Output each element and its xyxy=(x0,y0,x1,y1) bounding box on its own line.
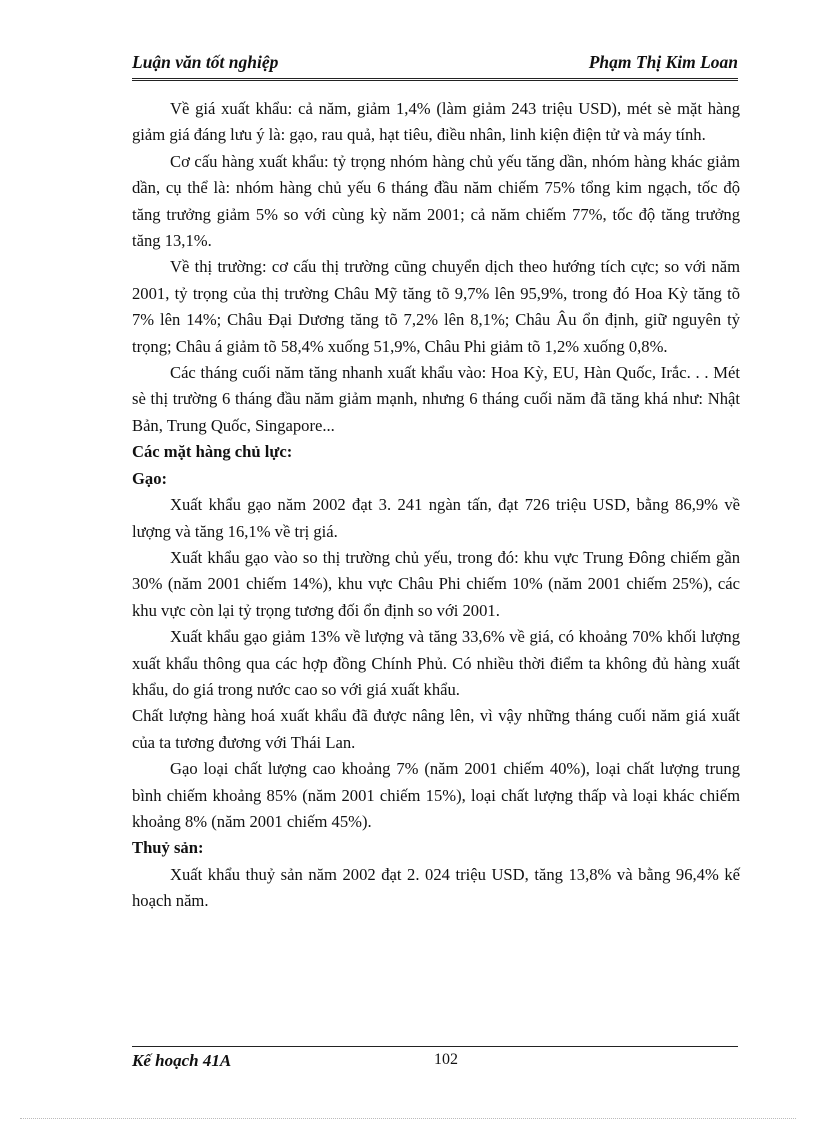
page-header xyxy=(132,48,738,81)
paragraph-markets: Về thị trường: cơ cấu thị trường cũng chuyển dịch theo hướng tích cực; so với năm 2001, tỷ trọng của thị trường Châu Mỹ tăng tõ 9,7% lên 95,9%, trong đó Hoa Kỳ tăng tõ 7% lên 14%; Châu Đại Dương tăng tõ 7,2% lên 8,1%; Châu Âu ổn định, giữ nguyên tỷ trọng; Châu á giảm tõ 58,4% xuống 51,9%, Châu Phi giảm tõ 1,2% xuống 0,8%. xyxy=(132,257,740,356)
page-footer xyxy=(132,1046,738,1077)
paragraph-late-year-markets: Các tháng cuối năm tăng nhanh xuất khẩu vào: Hoa Kỳ, EU, Hàn Quốc, Irắc. . . Mét sè thị trường 6 tháng đầu năm giảm mạnh, nhưng 6 tháng cuối năm đã tăng khá như: Nhật Bản, Trung Quốc, Singapore... xyxy=(132,363,740,435)
document-body xyxy=(132,96,740,915)
header-thesis-title: Luận văn tốt nghiệp xyxy=(132,52,279,72)
paragraph-rice-markets: Xuất khẩu gạo vào so thị trường chủ yếu, trong đó: khu vực Trung Đông chiếm gần 30% (năm 2001 chiếm 14%), khu vực Châu Phi chiếm 10% (năm 2001 chiếm 25%), các khu vực còn lại tỷ trọng tương đối ổn định so với 2001. xyxy=(132,547,740,620)
heading-seafood: Thuỷ sản: xyxy=(132,838,204,858)
paragraph-rice-price: Xuất khẩu gạo giảm 13% về lượng và tăng 33,6% về giá, có khoảng 70% khối lượng xuất khẩu thông qua các hợp đồng Chính Phủ. Có nhiều thời điểm ta không đủ hàng xuất khẩu, do giá trong nước cao so với giá xuất khẩu. xyxy=(132,627,740,699)
paragraph-export-structure: Cơ cấu hàng xuất khẩu: tỷ trọng nhóm hàng chủ yếu tăng dần, nhóm hàng khác giảm dần, cụ thể là: nhóm hàng chủ yếu 6 tháng đầu năm chiếm 75% tổng kim ngạch, tốc độ tăng trưởng giảm 5% so với cùng kỳ năm 2001; cả năm chiếm 77%, tốc độ tăng trưởng tăng 13,1%. xyxy=(132,151,740,251)
page-number: 102 xyxy=(434,1051,458,1068)
heading-key-products: Các mặt hàng chủ lực: xyxy=(132,442,293,462)
paragraph-rice-grades: Gạo loại chất lượng cao khoảng 7% (năm 2001 chiếm 40%), loại chất lượng trung bình chiếm khoảng 85% (năm 2001 chiếm 15%), loại chất lượng thấp và loại khác chiếm khoảng 8% (năm 2001 chiếm 45%). xyxy=(132,759,740,831)
page-bottom-divider xyxy=(20,1118,796,1119)
header-author-name: Phạm Thị Kim Loan xyxy=(588,52,738,72)
footer-class-label: Kế hoạch 41A xyxy=(132,1051,232,1070)
paragraph-rice-volume: Xuất khẩu gạo năm 2002 đạt 3. 241 ngàn tấn, đạt 726 triệu USD, bằng 86,9% về lượng và tăng 16,1% về trị giá. xyxy=(132,495,740,541)
paragraph-seafood-export: Xuất khẩu thuỷ sản năm 2002 đạt 2. 024 triệu USD, tăng 13,8% và bằng 96,4% kế hoạch năm. xyxy=(132,864,740,911)
heading-rice: Gạo: xyxy=(132,468,168,488)
paragraph-export-price: Về giá xuất khẩu: cả năm, giảm 1,4% (làm giảm 243 triệu USD), mét sè mặt hàng giảm giá đáng lưu ý là: gạo, rau quả, hạt tiêu, điều nhân, linh kiện điện tử và máy tính. xyxy=(132,99,740,145)
paragraph-rice-quality: Chất lượng hàng hoá xuất khẩu đã được nâng lên, vì vậy những tháng cuối năm giá xuất của ta tương đương với Thái Lan. xyxy=(132,706,740,752)
